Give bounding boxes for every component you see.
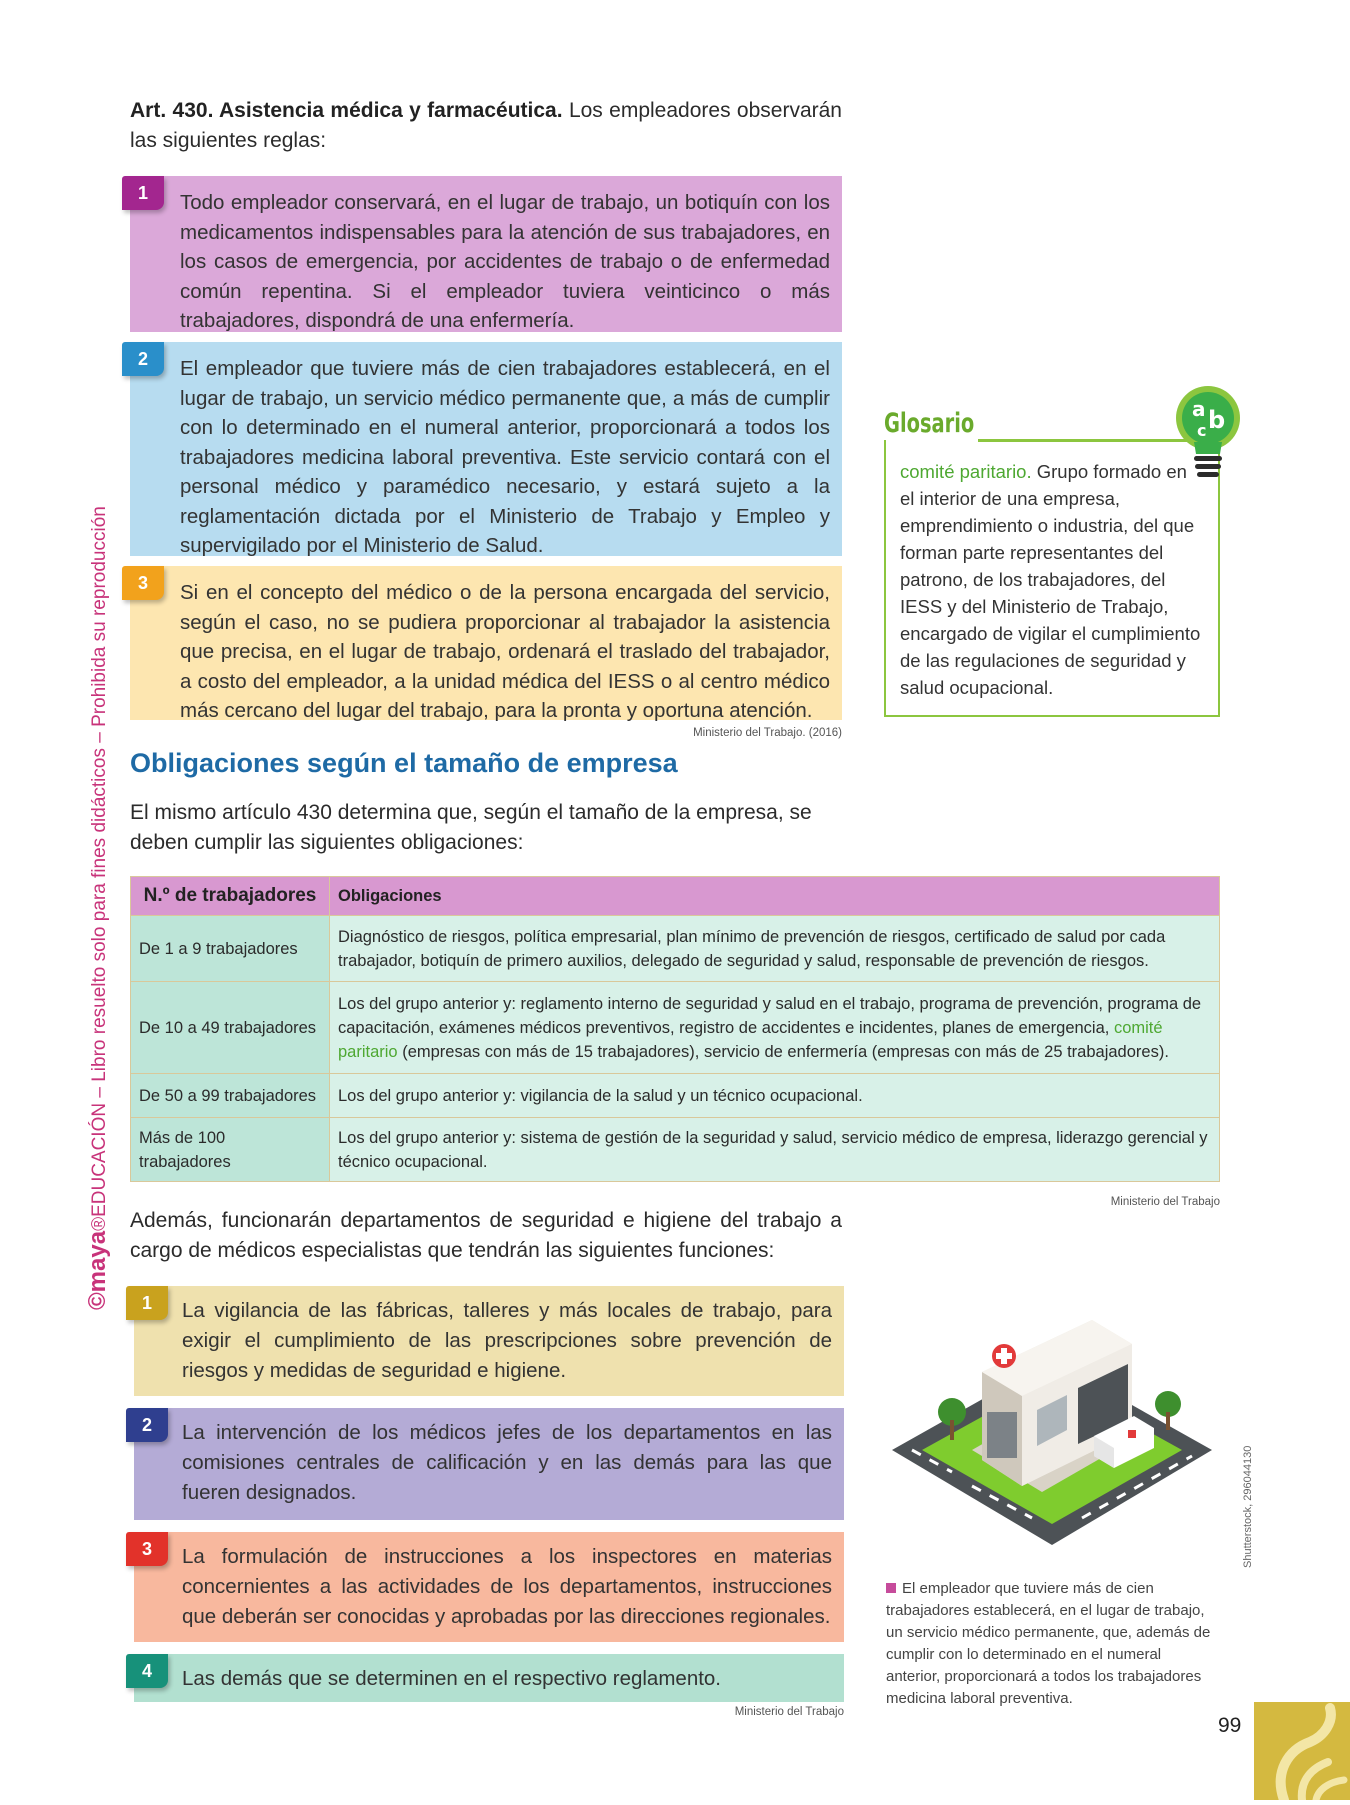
glossary-entry — [900, 458, 1202, 701]
section-paragraph: El mismo artículo 430 determina que, según el tamaño de la empresa, se deben cumplir las siguientes obligaciones: — [130, 801, 812, 854]
number-badge: 1 — [122, 176, 164, 210]
function-item — [134, 1654, 844, 1702]
table-row — [131, 982, 1220, 1074]
number-badge: 4 — [126, 1654, 168, 1688]
function-text: Las demás que se determinen en el respectivo reglamento. — [182, 1667, 722, 1690]
glossary-title: Glosario — [884, 408, 975, 439]
article-intro — [130, 96, 842, 156]
function-item — [134, 1286, 844, 1396]
function-text: La intervención de los médicos jefes de los departamentos en las comisiones centrales de calificación y en las demás para las que fueren designados. — [182, 1421, 832, 1504]
column-header: Obligaciones — [330, 877, 1220, 916]
svg-text:b: b — [1208, 406, 1226, 434]
hand-icon — [1254, 1702, 1350, 1800]
rule-text: Si en el concepto del médico o de la persona encargada del servicio, según el caso, no se pudiera proporcionar al trabajador la asistencia que precisa, en el lugar de trabajo, ordenará el traslado del trabajador, a costo del empleador, a la unidad médica del IESS o al centro médico más cercano del lugar del trabajo, para la pronta y oportuna atención. — [180, 581, 830, 722]
source-citation: Ministerio del Trabajo — [734, 1706, 844, 1718]
rule-item — [130, 342, 842, 556]
number-badge: 3 — [126, 1532, 168, 1566]
column-header: N.º de trabajadores — [131, 877, 330, 916]
size-cell: De 10 a 49 trabajadores — [131, 982, 330, 1074]
svg-text:a: a — [1192, 397, 1206, 421]
caption-marker — [886, 1583, 896, 1593]
obligation-cell: Los del grupo anterior y: sistema de gestión de la seguridad y salud, servicio médico de empresa, liderazgo gerencial y técnico ocupacional. — [330, 1118, 1220, 1182]
article-intro-text: Los empleadores observarán las siguientes reglas: — [130, 99, 842, 152]
function-item — [134, 1408, 844, 1520]
section-title: Obligaciones según el tamaño de empresa — [130, 748, 678, 778]
caption-text: El empleador que tuviere más de cien trabajadores establecerá, en el lugar de trabajo, un servicio médico permanente, que, además de cumplir con lo determinado en el numeral anterior, proporcionará a todos los trabajadores medicina laboral preventiva. — [886, 1580, 1211, 1707]
number-badge: 3 — [122, 566, 164, 600]
number-badge: 2 — [122, 342, 164, 376]
corner-decoration — [1254, 1702, 1350, 1800]
table-row — [131, 1118, 1220, 1182]
function-text: La vigilancia de las fábricas, talleres y más locales de trabajo, para exigir el cumplimiento de las prescripciones sobre prevención de riesgos y medidas de seguridad e higiene. — [182, 1299, 832, 1382]
obligations-table — [130, 876, 1220, 1182]
size-cell: Más de 100 trabajadores — [131, 1118, 330, 1182]
functions-intro: Además, funcionarán departamentos de seguridad e higiene del trabajo a cargo de médicos especialistas que tendrán las siguientes funciones: — [130, 1209, 842, 1262]
obligation-cell: Los del grupo anterior y: vigilancia de la salud y un técnico ocupacional. — [330, 1074, 1220, 1118]
table-header-row — [131, 877, 1220, 916]
rule-text: Todo empleador conservará, en el lugar de trabajo, un botiquín con los medicamentos indispensables para la atención de sus trabajadores, en los casos de emergencia, por accidentes de trabajo o de enfermedad común repentina. Si el empleador tuviera veinticinco o más trabajadores, dispondrá de una enfermería. — [180, 191, 830, 332]
rule-item — [130, 176, 842, 332]
size-cell: De 50 a 99 trabajadores — [131, 1074, 330, 1118]
rule-text: El empleador que tuviere más de cien trabajadores establecerá, en el lugar de trabajo, un servicio médico permanente que, a más de cumplir con lo determinado en el numeral anterior, proporcionará a todos los trabajadores medicina laboral preventiva. Este servicio contará con el personal médico y paramédico necesario, y estará sujeto a la reglamentación dictada por el Ministerio de Trabajo y Empleo y supervigilado por el Ministerio de Salud. — [180, 357, 830, 557]
side-notice: ®EDUCACIÓN – Libro resuelto solo para fines didácticos – Prohibida su reproducción — [89, 506, 110, 1231]
glossary-term-link: comité paritario — [338, 1018, 1163, 1061]
article-title: Art. 430. Asistencia médica y farmacéutica. — [130, 99, 563, 122]
obligation-cell: Los del grupo anterior y: reglamento interno de seguridad y salud en el trabajo, programa de prevención, programa de capacitación, exámenes médicos preventivos, registro de accidentes e incidentes, planes de emergencia, comité paritario (empresas con más de 15 trabajadores), servicio de enfermería (empresas con más de 25 trabajadores). — [330, 982, 1220, 1074]
obligation-cell: Diagnóstico de riesgos, política empresarial, plan mínimo de prevención de riesgos, certificado de salud por cada trabajador, botiquín de primero auxilios, delegado de seguridad y salud, responsable de prevención de riesgos. — [330, 916, 1220, 982]
source-citation: Ministerio del Trabajo — [1110, 1196, 1220, 1208]
glossary-definition: Grupo formado en el interior de una empresa, emprendimiento o industria, del que forman parte representantes del patrono, de los trabajadores, del IESS y del Ministerio de Trabajo, encargado de vigilar el cumplimiento de las regulaciones de seguridad y salud ocupacional. — [900, 461, 1201, 698]
rule-item — [130, 566, 842, 720]
copyright-side-text — [84, 470, 112, 1310]
table-row — [131, 916, 1220, 982]
function-item — [134, 1532, 844, 1642]
page-number: 99 — [1218, 1714, 1242, 1737]
function-text: La formulación de instrucciones a los inspectores en materias concernientes a las actividades de los departamentos, instrucciones que deberán ser conocidas y aprobadas por las direcciones regionales. — [182, 1545, 832, 1628]
brand-logo-text: ©maya — [84, 1230, 111, 1310]
svg-text:c: c — [1197, 421, 1207, 440]
hospital-illustration — [882, 1300, 1222, 1560]
table-row — [131, 1074, 1220, 1118]
number-badge: 2 — [126, 1408, 168, 1442]
number-badge: 1 — [126, 1286, 168, 1320]
image-caption — [886, 1578, 1216, 1710]
source-citation: Ministerio del Trabajo. (2016) — [693, 727, 842, 739]
glossary-term: comité paritario. — [900, 461, 1032, 482]
size-cell: De 1 a 9 trabajadores — [131, 916, 330, 982]
image-credit: Shutterstock, 296044130 — [1242, 1445, 1254, 1568]
